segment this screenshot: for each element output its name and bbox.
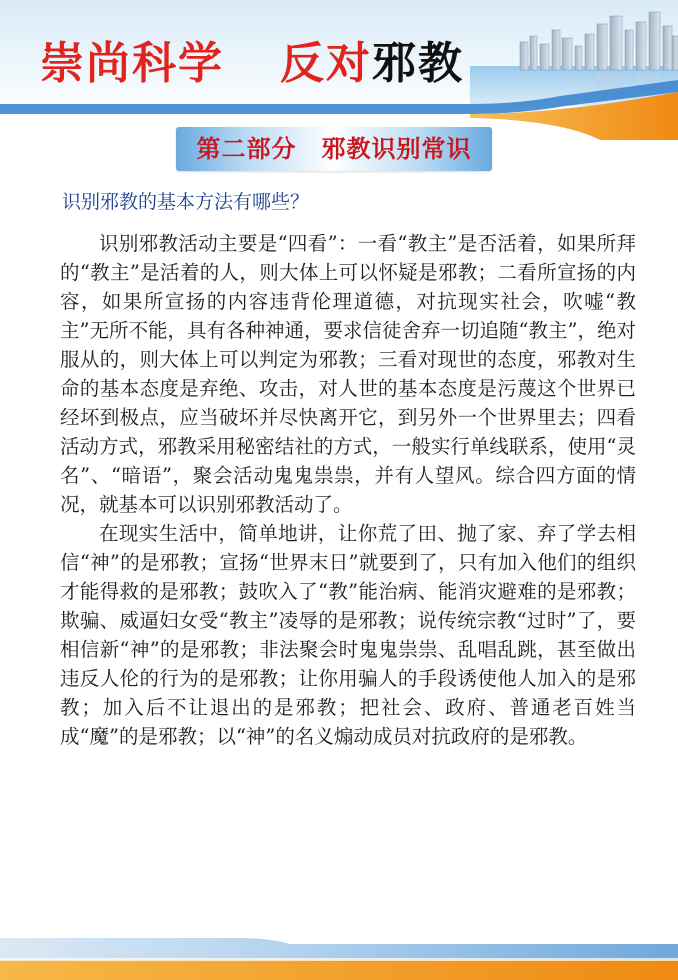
footer-band-graphic: [0, 920, 678, 980]
body-text: [60, 229, 636, 751]
section-title: 第二部分 邪教识别常识: [196, 134, 472, 163]
paragraph-real-life: 在现实生活中，简单地讲，让你荒了田、抛了家、弃了学去相信“神”的是邪教；宣扬“世界末日”就要到了，只有加入他们的组织才能得救的是邪教；鼓吹入了“教”能治病、能消灾避难的是邪教；欺骗、威逼妇女受“教主”凌辱的是邪教；说传统宗教“过时”了，要相信新“神”的是邪教；非法聚会时鬼鬼祟祟、乱唱乱跳，甚至做出违反人伦的行为的是邪教；让你用骗人的手段诱使他人加入的是邪教；加入后不让退出的是邪教；把社会、政府、普通老百姓当成“魔”的是邪教；以“神”的名义煽动成员对抗政府的是邪教。: [60, 522, 636, 748]
header: [0, 0, 678, 120]
paragraph-four-looks: 识别邪教活动主要是“四看”：一看“教主”是否活着，如果所拜的“教主”是活着的人，则大体上可以怀疑是邪教；二看所宣扬的内容，如果所宣扬的内容违背伦理道德，对抗现实社会，吹嘘“教主”无所不能，具有各种神通，要求信徒舍弃一切追随“教主”，绝对服从的，则大体上可以判定为邪教；三看对现世的态度，邪教对生命的基本态度是弃绝、攻击，对人世的基本态度是污蔑这个世界已经坏到极点，应当破坏并尽快离开它，到另外一个世界里去；四看活动方式，邪教采用秘密结社的方式，一般实行单线联系，使用“灵名”、“暗语”，聚会活动鬼鬼祟祟，并有人望风。综合四方面的情况，就基本可以识别邪教活动了。: [60, 232, 636, 516]
poster-title: [40, 36, 464, 92]
title-part-oppose: 反对: [280, 38, 372, 89]
question-heading: 识别邪教的基本方法有哪些？: [62, 191, 310, 213]
title-part-science: 崇尚科学: [40, 38, 224, 89]
section-banner: [176, 127, 492, 171]
title-part-cult: 邪教: [372, 38, 464, 89]
